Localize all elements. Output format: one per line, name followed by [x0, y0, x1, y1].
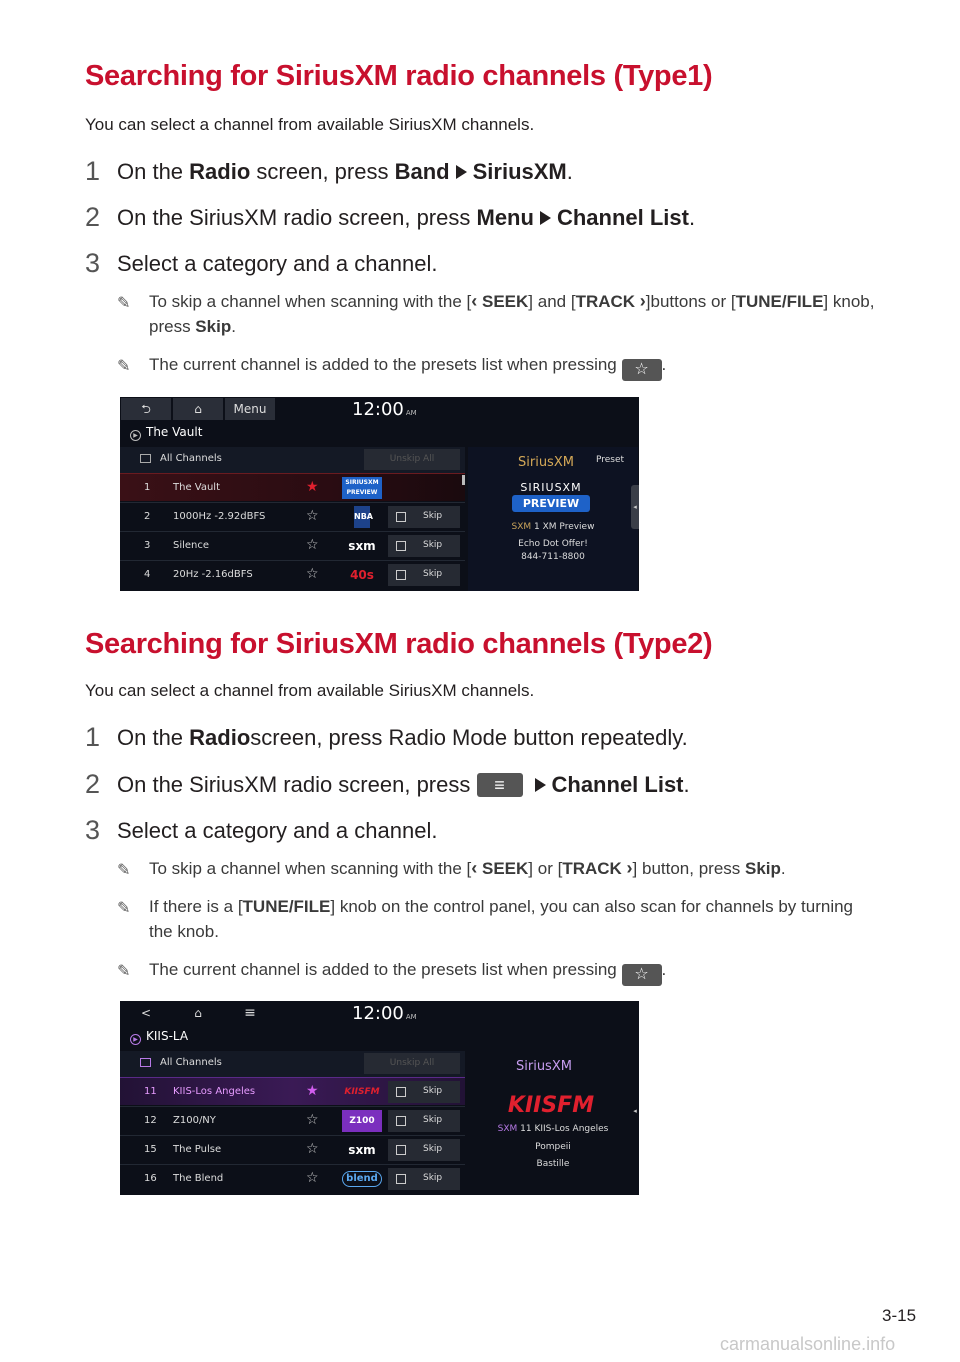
channel-number: 2 [144, 511, 151, 522]
channel-number: 16 [144, 1173, 157, 1184]
star-icon[interactable]: ★ [306, 1083, 319, 1099]
channel-number: 3 [144, 540, 151, 551]
skip-toggle[interactable] [388, 1168, 460, 1190]
now-playing-channel [468, 1124, 638, 1134]
play-icon: ▶ [130, 1034, 141, 1045]
folder-icon[interactable] [140, 454, 151, 463]
step-text: screen, press [256, 158, 389, 184]
note-bold-seek: SEEK [482, 292, 529, 311]
clock-ampm: AM [405, 1013, 417, 1021]
home-button[interactable]: ⌂ [173, 398, 223, 420]
skip-label: Skip [423, 1173, 443, 1183]
now-playing-line-3: 844-711-8800 [521, 552, 585, 562]
note-text: ]buttons or [ [645, 292, 736, 311]
note-text: If there is a [ [149, 897, 243, 916]
note-text: To skip a channel when scanning with the [ [149, 292, 472, 311]
channel-name: The Vault [173, 482, 221, 493]
channel-row[interactable] [120, 1106, 465, 1134]
channel-logo: KIISFM [344, 1087, 380, 1097]
screen-topbar [120, 397, 639, 421]
step-bold-band: Band [394, 158, 450, 184]
chevron-right-icon: › [626, 858, 633, 878]
note-text: To skip a channel when scanning with the [ [149, 859, 472, 878]
checkbox-icon [396, 570, 406, 580]
note-bold-tune: TUNE/FILE [242, 897, 331, 916]
step-bold-channel-list: Channel List [551, 771, 684, 797]
pencil-note-icon: ✎ [117, 862, 131, 879]
back-button[interactable]: ⮌ [121, 398, 171, 420]
channel-row[interactable] [120, 1135, 465, 1163]
channel-info: 11 KIIS-Los Angeles [520, 1124, 609, 1134]
step-number: 2 [85, 202, 101, 232]
side-panel-tab[interactable]: ◂ [631, 485, 639, 529]
note-text: ] or [ [528, 859, 563, 878]
step-bold-channel-list: Channel List [556, 204, 689, 230]
channel-logo: SIRIUSXM PREVIEW [342, 477, 382, 499]
note-bold-tune: TUNE/FILE [735, 292, 824, 311]
step-bold-radio: Radio [189, 158, 251, 184]
now-playing-panel [468, 447, 638, 591]
note-bold-track: TRACK [562, 859, 622, 878]
step-text: On the [117, 724, 184, 750]
logo-line-1: SIRIUSXM [520, 481, 582, 494]
back-button[interactable]: < [140, 1006, 152, 1020]
checkbox-icon [396, 1174, 406, 1184]
step-text: . [688, 204, 696, 230]
skip-toggle[interactable] [388, 1081, 460, 1103]
note-bold-track: TRACK [575, 292, 636, 311]
step-number: 3 [85, 248, 101, 278]
step-number: 1 [85, 156, 101, 186]
all-channels-label[interactable]: All Channels [160, 1057, 222, 1068]
star-icon: ☆ [622, 359, 662, 381]
channel-logo: blend [342, 1171, 382, 1187]
step-text: On the [117, 158, 184, 184]
pencil-note-icon: ✎ [117, 963, 131, 980]
channel-name: The Pulse [173, 1144, 222, 1155]
note-text: . [231, 317, 236, 336]
note-text: The current channel is added to the presets list when pressing [149, 960, 622, 979]
menu-button[interactable]: Menu [225, 398, 275, 420]
note-bold-skip: Skip [745, 859, 781, 878]
section-title-type2: Searching for SiriusXM radio channels (Type2) [85, 628, 713, 660]
clock [352, 399, 417, 420]
checkbox-icon [396, 1116, 406, 1126]
channel-row[interactable] [120, 502, 465, 530]
scrollbar[interactable] [462, 475, 465, 485]
note-text: . [780, 859, 786, 878]
triangle-right-icon [535, 778, 546, 792]
channel-row[interactable] [120, 531, 465, 559]
siriusxm-brand: SiriusXM [516, 1059, 572, 1074]
skip-label: Skip [423, 1086, 443, 1096]
section-title-type1: Searching for SiriusXM radio channels (Type1) [85, 60, 713, 92]
chevron-left-icon: ‹ [471, 858, 478, 878]
note-text: ] and [ [528, 292, 576, 311]
triangle-right-icon [456, 165, 467, 179]
section-subtitle-type1: You can select a channel from available SiriusXM channels. [85, 115, 535, 134]
star-icon[interactable]: ☆ [306, 1112, 319, 1128]
channel-logo: Z100 [342, 1110, 382, 1132]
skip-label: Skip [423, 511, 443, 521]
skip-label: Skip [423, 1144, 443, 1154]
current-channel-title [130, 1029, 188, 1045]
sxm-label: SXM [497, 1124, 518, 1134]
channel-logo: sxm [348, 539, 376, 553]
channel-row[interactable] [120, 560, 465, 588]
type1-step-1 [85, 156, 573, 187]
type1-step-3 [85, 248, 437, 279]
star-icon[interactable]: ☆ [306, 1170, 319, 1186]
type2-note-2 [117, 894, 877, 944]
step-text: On the SiriusXM radio screen, press [117, 204, 471, 230]
star-icon[interactable]: ★ [306, 479, 319, 495]
step-number: 3 [85, 815, 101, 845]
clock-time: 12:00 [352, 399, 404, 420]
pencil-note-icon: ✎ [117, 295, 131, 312]
step-text: On the SiriusXM radio screen, press [117, 771, 471, 797]
now-playing-channel [468, 522, 638, 532]
clock-time: 12:00 [352, 1003, 404, 1024]
clock-ampm: AM [405, 409, 417, 417]
channel-number: 1 [144, 482, 151, 493]
category-header [120, 447, 465, 473]
step-number: 1 [85, 722, 101, 752]
station-logo [506, 1087, 596, 1125]
channel-name: 1000Hz -2.92dBFS [173, 511, 266, 522]
logo-line-2: PREVIEW [512, 495, 590, 512]
triangle-right-icon [540, 211, 551, 225]
sxm-label: SXM [511, 522, 532, 532]
step-number: 2 [85, 769, 101, 799]
step-bold-siriusxm: SiriusXM [472, 158, 567, 184]
type1-note-1 [117, 289, 877, 339]
category-header [120, 1051, 465, 1077]
siriusxm-screen-type1 [120, 397, 639, 591]
side-panel-tab[interactable]: ◂ [633, 1107, 637, 1115]
star-icon[interactable]: ☆ [306, 1141, 319, 1157]
note-text: ] button, press [632, 859, 745, 878]
step-text: Select a category and a channel. [117, 250, 438, 276]
star-icon[interactable]: ☆ [306, 537, 319, 553]
type2-step-3 [85, 815, 437, 846]
channel-title-text: The Vault [146, 425, 203, 439]
skip-toggle[interactable] [388, 1110, 460, 1132]
now-playing-line-3: Bastille [536, 1159, 570, 1169]
star-icon: ☆ [622, 964, 662, 986]
section-subtitle-type2: You can select a channel from available SiriusXM channels. [85, 681, 535, 700]
play-icon: ▶ [130, 430, 141, 441]
skip-toggle[interactable] [388, 564, 460, 586]
chevron-left-icon: ‹ [471, 291, 478, 311]
note-text: The current channel is added to the presets list when pressing [149, 355, 622, 374]
channel-name: The Blend [173, 1173, 224, 1184]
step-text: Select a category and a channel. [117, 817, 438, 843]
step-text: screen, press Radio Mode button repeatedly. [250, 724, 688, 750]
skip-label: Skip [423, 540, 443, 550]
station-logo [506, 481, 596, 519]
note-text: ] knob on the control panel, you can also scan for channels by turning the knob. [149, 897, 853, 941]
checkbox-icon [396, 1087, 406, 1097]
channel-row[interactable] [120, 1164, 465, 1192]
now-playing-panel [468, 1051, 638, 1195]
checkbox-icon [396, 512, 406, 522]
type2-note-1 [117, 856, 877, 881]
step-bold-radio: Radio [189, 724, 251, 750]
type2-step-1 [85, 722, 688, 753]
channel-number: 12 [144, 1115, 157, 1126]
skip-toggle[interactable] [388, 535, 460, 557]
screen-topbar [120, 1001, 639, 1025]
chevron-right-icon: › [639, 291, 646, 311]
note-text: . [661, 355, 667, 374]
type1-note-2 [117, 352, 877, 381]
channel-number: 4 [144, 569, 151, 580]
channel-info: 1 XM Preview [534, 522, 595, 532]
step-bold-menu: Menu [476, 204, 534, 230]
step-text: . [683, 771, 690, 797]
step-text: . [566, 158, 573, 184]
type2-note-3 [117, 957, 877, 986]
star-icon[interactable]: ☆ [306, 566, 319, 582]
kiis-logo: KIISFM [507, 1093, 595, 1118]
type2-step-2 [85, 769, 690, 800]
watermark: carmanualsonline.info [720, 1334, 896, 1354]
type1-step-2 [85, 202, 695, 233]
note-bold-seek: SEEK [482, 859, 529, 878]
channel-row[interactable] [120, 473, 465, 501]
note-text: . [661, 960, 667, 979]
note-bold-skip: Skip [195, 317, 232, 336]
all-channels-label[interactable]: All Channels [160, 453, 222, 464]
star-icon[interactable]: ☆ [306, 508, 319, 524]
skip-toggle[interactable] [388, 506, 460, 528]
current-channel-title [130, 425, 202, 441]
channel-name: Silence [173, 540, 210, 551]
checkbox-icon [396, 541, 406, 551]
channel-name: Z100/NY [173, 1115, 216, 1126]
now-playing-line-2: Echo Dot Offer! [518, 539, 588, 549]
home-button[interactable]: ⌂ [194, 1006, 202, 1020]
preset-button[interactable]: Preset [596, 455, 625, 465]
hamburger-menu-icon: ≡ [477, 773, 523, 797]
channel-row[interactable] [120, 1077, 465, 1105]
folder-icon[interactable] [140, 1058, 151, 1067]
unskip-all-button[interactable]: Unskip All [364, 449, 460, 470]
channel-title-text: KIIS-LA [146, 1029, 189, 1043]
pencil-note-icon: ✎ [117, 900, 131, 917]
clock [352, 1003, 417, 1024]
channel-logo: 40s [350, 568, 374, 582]
page-number: 3-15 [882, 1306, 917, 1325]
channel-logo: NBA [354, 506, 370, 528]
unskip-all-button[interactable]: Unskip All [364, 1053, 460, 1074]
pencil-note-icon: ✎ [117, 358, 131, 375]
skip-label: Skip [423, 1115, 443, 1125]
channel-name: 20Hz -2.16dBFS [173, 569, 253, 580]
siriusxm-screen-type2 [120, 1001, 639, 1195]
channel-name: KIIS-Los Angeles [173, 1086, 256, 1097]
skip-label: Skip [423, 569, 443, 579]
now-playing-line-2: Pompeii [535, 1142, 571, 1152]
menu-button[interactable]: ≡ [244, 1005, 256, 1021]
siriusxm-brand: SiriusXM [518, 455, 574, 470]
channel-number: 11 [144, 1086, 157, 1097]
checkbox-icon [396, 1145, 406, 1155]
note-text: ] knob, press [149, 292, 875, 336]
channel-logo: sxm [348, 1143, 376, 1157]
skip-toggle[interactable] [388, 1139, 460, 1161]
channel-number: 15 [144, 1144, 157, 1155]
